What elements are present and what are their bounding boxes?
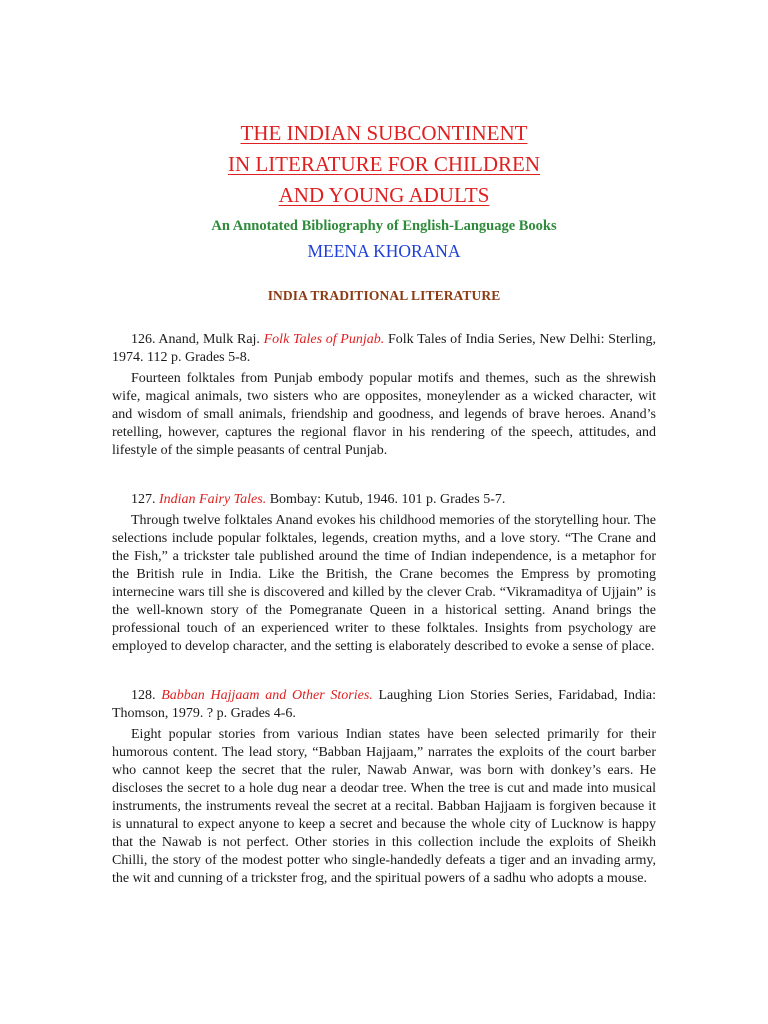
- citation: [112, 687, 656, 723]
- bibliography-entry-128: [112, 687, 656, 888]
- citation-details: Bombay: Kutub, 1946. 101 p. Grades 5-7.: [266, 492, 506, 507]
- annotation: Eight popular stories from various Indian states have been selected primarily for their humorous content. The lead story, “Babban Hajjaam,” narrates the exploits of the court barber who cannot keep the secret that the ruler, Nawab Anwar, was born with donkey’s ears. He discloses the secret to a hole dug near a deodar tree. When the tree is cut and made into musical instruments, the instruments reveal the secret at a recital. Babban Hajjaam is forgiven because it is unnatural to expect anyone to keep a secret and because the whole city of Lucknow is happy that the Nawab is not perfect. Other stories in this collection include the exploits of Sheikh Chilli, the story of the modest potter who single-handedly defeats a tiger and an invading army, the wit and cunning of a trickster frog, and the spiritual powers of a sadhu who adopts a mouse.: [112, 727, 656, 886]
- citation: [112, 491, 656, 509]
- annotation: Through twelve folktales Anand evokes his childhood memories of the storytelling hour. The selections include popular folktales, legends, creation myths, and a love story. “The Crane and the Fish,” a trickster tale published around the time of Indian independence, is a metaphor for the British rule in India. Like the British, the Crane becomes the Empress by promoting internecine wars till she is discovered and killed by the clever Crab. “Vikramaditya of Ujjain” is the well-known story of the Pomegranate Queen in a historical setting. Anand brings the professional touch of an experienced writer to these folktales. Insights from psychology are employed to develop character, and the setting is elaborately described to evoke a sense of place.: [112, 513, 656, 654]
- author-name: MEENA KHORANA: [307, 241, 461, 261]
- document-page: [112, 118, 656, 888]
- book-title-line-2: IN LITERATURE FOR CHILDREN: [227, 152, 541, 176]
- citation-prefix: 128.: [131, 688, 162, 703]
- book-title-line-1: THE INDIAN SUBCONTINENT: [240, 121, 528, 145]
- entry-book-title: Folk Tales of Punjab.: [263, 332, 385, 347]
- title-block: [112, 118, 656, 305]
- citation-details: Laughing Lion Stories Series, Faridabad, India: Thomson, 1979. ? p. Grades 4-6.: [112, 688, 656, 721]
- bibliography-entry-126: [112, 331, 656, 460]
- bibliography-entry-127: [112, 491, 656, 656]
- citation-prefix: 126. Anand, Mulk Raj.: [131, 332, 264, 347]
- annotation: Fourteen folktales from Punjab embody popular motifs and themes, such as the shrewish wife, magical animals, two sisters who are opposites, moneylender as a wicked character, wit and wisdom of small animals, friendship and goodness, and legends of brave heroes. Anand’s retelling, however, captures the regional flavor in his rendering of the speech, attitudes, and lifestyle of the simple peasants of central Punjab.: [112, 371, 656, 458]
- citation: [112, 331, 656, 367]
- entry-book-title: Indian Fairy Tales.: [159, 492, 267, 507]
- citation-details: Folk Tales of India Series, New Delhi: Sterling, 1974. 112 p. Grades 5-8.: [112, 332, 656, 365]
- entry-book-title: Babban Hajjaam and Other Stories.: [161, 688, 373, 703]
- book-title-line-3: AND YOUNG ADULTS: [278, 183, 490, 207]
- section-heading: INDIA TRADITIONAL LITERATURE: [267, 288, 501, 303]
- citation-prefix: 127.: [131, 492, 159, 507]
- subtitle: An Annotated Bibliography of English-Language Books: [211, 218, 557, 234]
